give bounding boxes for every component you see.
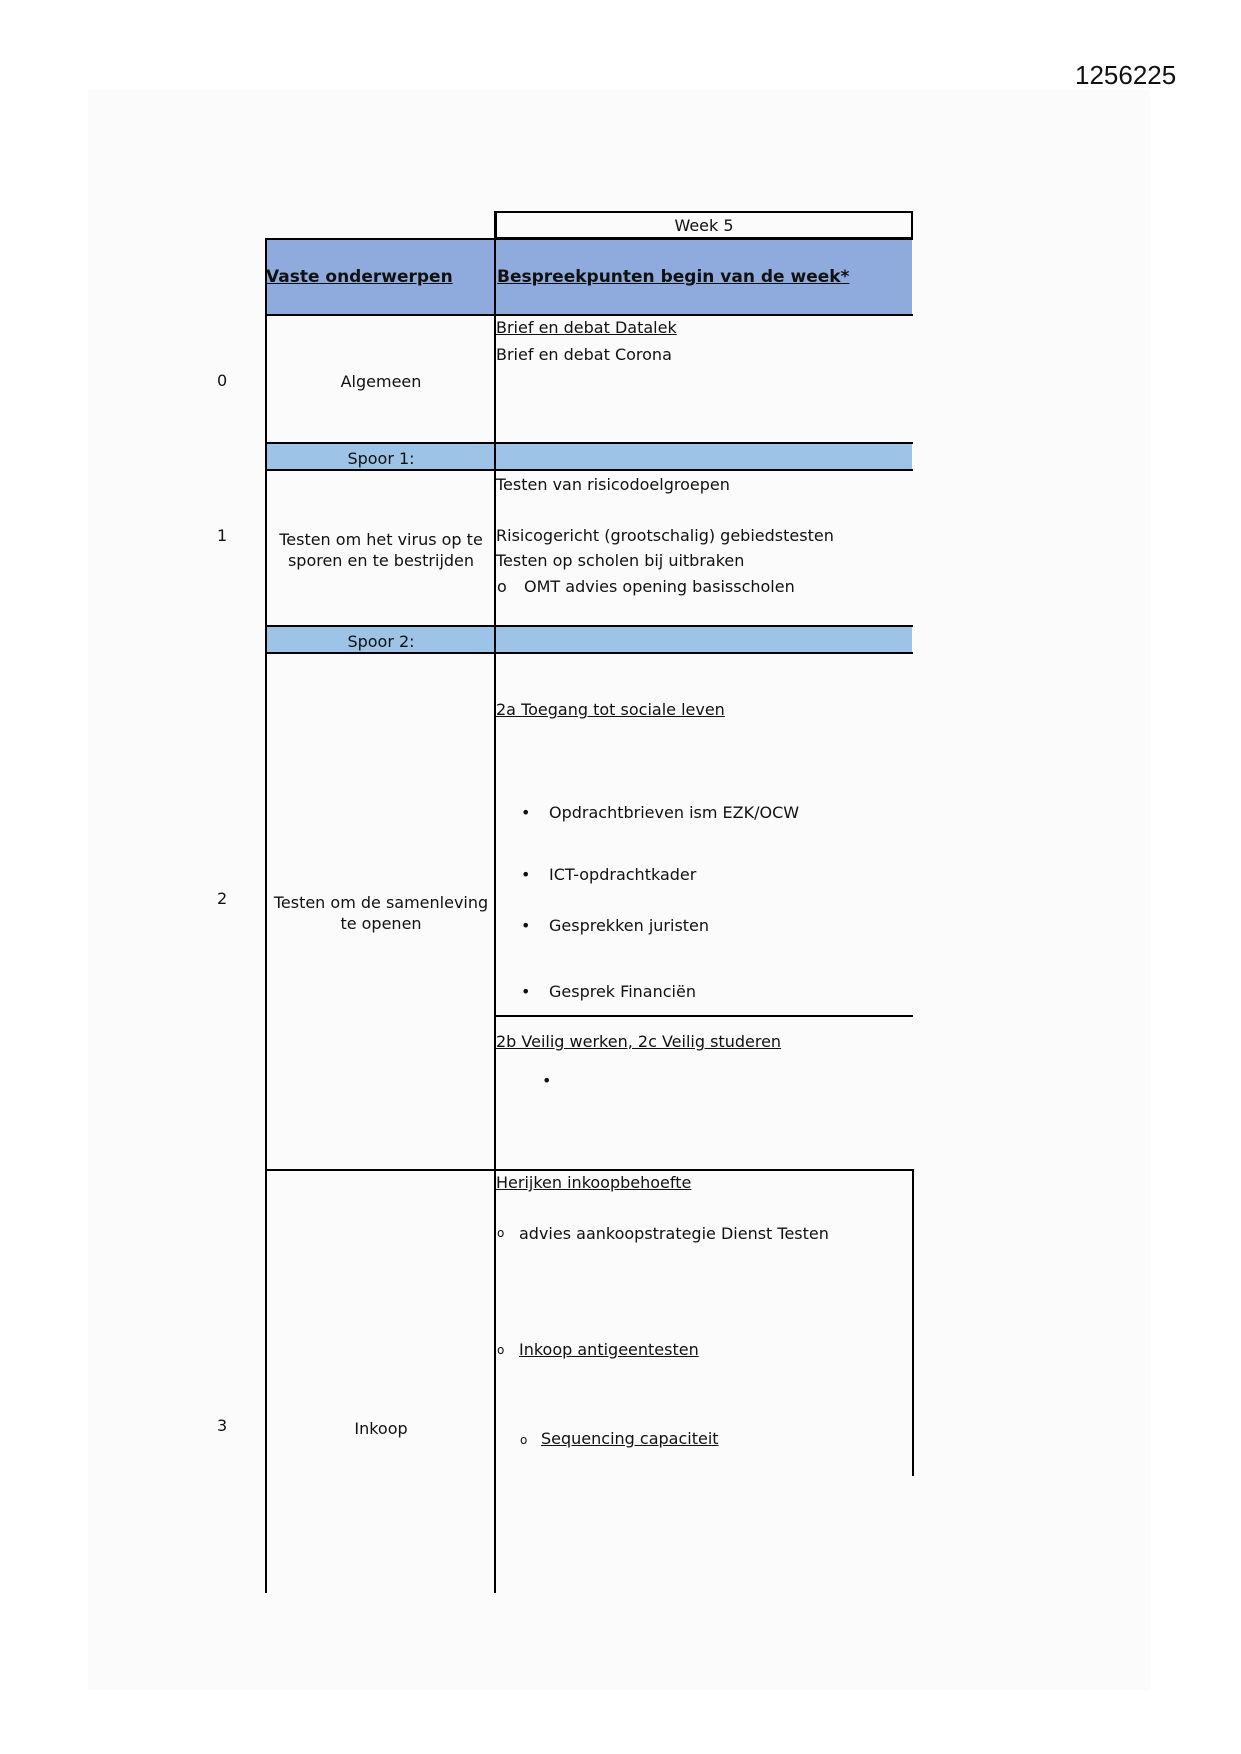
row-label-samenleving-line2: te openen <box>340 914 422 933</box>
row-number-0: 0 <box>217 371 228 390</box>
grid-line <box>265 1169 913 1171</box>
agenda-item: Risicogericht (grootschalig) gebiedstesten <box>496 526 834 545</box>
row-number-1: 1 <box>217 526 228 545</box>
agenda-item: Brief en debat Datalek <box>496 318 677 337</box>
agenda-item: Inkoop antigeentesten <box>519 1340 699 1359</box>
section-heading-inkoop: Herijken inkoopbehoefte <box>496 1173 692 1192</box>
agenda-item: OMT advies opening basisscholen <box>524 577 795 596</box>
grid-line <box>265 469 913 471</box>
bullet-icon: • <box>542 1071 552 1090</box>
grid-line <box>265 314 913 316</box>
bullet-icon: • <box>521 916 531 935</box>
bullet-item: ICT-opdrachtkader <box>549 865 697 884</box>
column-header-bespreekpunten: Bespreekpunten begin van de week* <box>497 267 850 287</box>
grid-line <box>265 625 913 627</box>
document-number: 1256225 <box>1075 60 1177 90</box>
row-label-testen-virus-line2: sporen en te bestrijden <box>287 551 475 570</box>
grid-line <box>265 238 913 240</box>
bullet-icon: • <box>521 865 531 884</box>
grid-line <box>912 1169 914 1476</box>
bullet-icon: • <box>521 982 531 1001</box>
sub-item-marker: o <box>497 577 507 596</box>
section-heading-2b: 2b Veilig werken, 2c Veilig studeren <box>496 1032 782 1051</box>
bullet-icon: • <box>521 803 531 822</box>
spoor2-label: Spoor 2: <box>347 632 415 651</box>
grid-line <box>495 1015 913 1017</box>
sub-item-marker: o <box>497 1226 505 1240</box>
agenda-item: Sequencing capaciteit <box>541 1429 719 1448</box>
sub-item-marker: o <box>520 1433 528 1447</box>
section-heading-2a: 2a Toegang tot sociale leven <box>496 700 725 719</box>
agenda-item: advies aankoopstrategie Dienst Testen <box>519 1224 829 1243</box>
row-label-samenleving-line1: Testen om de samenleving <box>273 893 489 912</box>
bullet-item: Gesprekken juristen <box>549 916 710 935</box>
spoor1-label: Spoor 1: <box>347 449 415 468</box>
bullet-item: Gesprek Financiën <box>549 982 696 1001</box>
agenda-item: Testen op scholen bij uitbraken <box>496 551 745 570</box>
grid-line <box>265 652 913 654</box>
sub-item-marker: o <box>497 1343 505 1357</box>
row-number-3: 3 <box>217 1416 228 1435</box>
bullet-item: Opdrachtbrieven ism EZK/OCW <box>549 803 800 822</box>
week-label: Week 5 <box>674 216 734 235</box>
agenda-item: Testen van risicodoelgroepen <box>496 475 730 494</box>
agenda-item: Brief en debat Corona <box>496 345 672 364</box>
grid-line <box>265 442 913 444</box>
row-number-2: 2 <box>217 889 228 908</box>
row-label-inkoop: Inkoop <box>354 1419 408 1438</box>
row-label-algemeen: Algemeen <box>340 372 422 391</box>
row-label-testen-virus-line1: Testen om het virus op te <box>279 530 483 549</box>
column-header-vaste-onderwerpen: Vaste onderwerpen <box>266 267 453 287</box>
